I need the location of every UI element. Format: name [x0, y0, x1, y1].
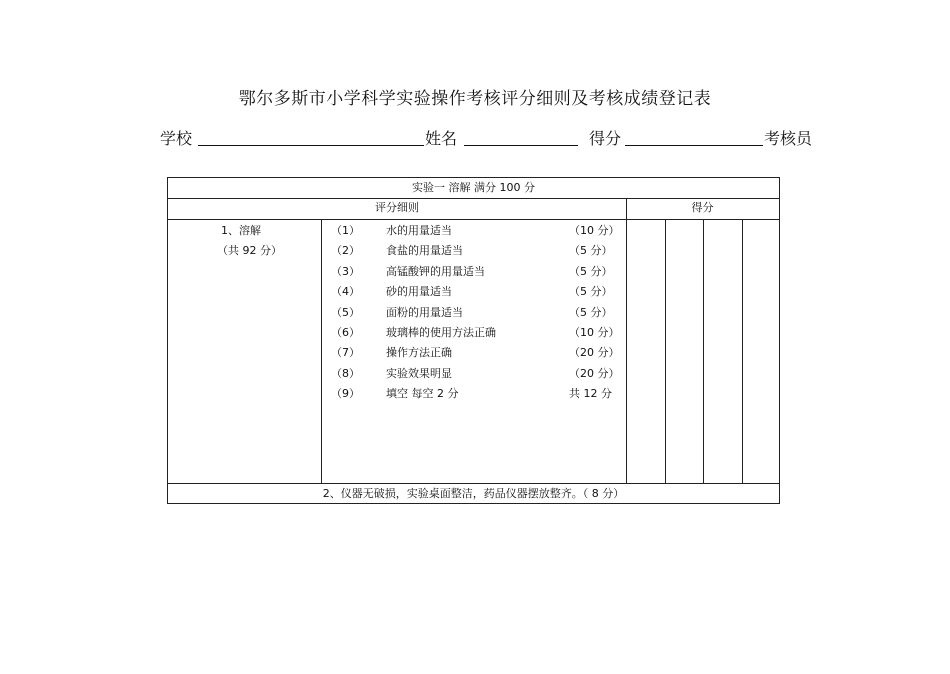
score-cell[interactable]	[743, 220, 779, 483]
name-field[interactable]	[464, 145, 578, 146]
score-header: 得分	[691, 201, 714, 214]
criteria-points: （5 分）	[569, 244, 613, 258]
criteria-number: （3）	[331, 264, 360, 278]
criteria-points: （5 分）	[569, 285, 613, 299]
criteria-number: （2）	[331, 244, 360, 258]
criteria-points: （5 分）	[569, 305, 613, 319]
criteria-number: （6）	[331, 326, 360, 339]
score-cell[interactable]	[704, 220, 742, 483]
criteria-desc: 填空 每空 2 分	[386, 387, 459, 401]
criteria-number: （8）	[331, 366, 360, 380]
criteria-number: （9）	[331, 387, 360, 401]
page-title: 鄂尔多斯市小学科学实验操作考核评分细则及考核成绩登记表	[238, 89, 712, 109]
criteria-desc: 食盐的用量适当	[386, 244, 463, 258]
criteria-desc: 玻璃棒的使用方法正确	[386, 326, 496, 339]
section-title: 1、溶解	[221, 224, 261, 237]
criteria-number: （1）	[331, 224, 360, 237]
criteria-desc: 面粉的用量适当	[386, 305, 463, 319]
criteria-number: （7）	[331, 346, 360, 360]
examiner-label: 考核员	[764, 129, 813, 148]
row-divider	[168, 198, 779, 199]
criteria-desc: 水的用量适当	[386, 224, 452, 237]
criteria-desc: 操作方法正确	[386, 346, 452, 360]
criteria-number: （4）	[331, 285, 360, 299]
criteria-number: （5）	[331, 305, 360, 319]
criteria-points: （10 分）	[569, 326, 620, 339]
scoring-table	[167, 177, 780, 504]
criteria-points: 共 12 分	[569, 387, 612, 401]
section-2-criteria: 2、仪器无破损，实验桌面整洁，药品仪器摆放整齐。（ 8 分）	[322, 487, 625, 500]
score-field[interactable]	[625, 145, 763, 146]
criteria-points: （10 分）	[569, 224, 620, 237]
criteria-desc: 砂的用量适当	[386, 285, 452, 299]
experiment-header: 实验一 溶解 满分 100 分	[412, 181, 535, 194]
criteria-desc: 实验效果明显	[386, 366, 452, 380]
name-label: 姓名	[425, 129, 458, 148]
score-cell[interactable]	[627, 220, 665, 483]
criteria-header: 评分细则	[375, 201, 419, 214]
school-label: 学校	[160, 129, 193, 148]
criteria-points: （20 分）	[569, 346, 620, 360]
section-subtotal: （共 92 分）	[217, 244, 282, 257]
criteria-desc: 高锰酸钾的用量适当	[386, 264, 485, 278]
row-divider	[168, 483, 779, 484]
info-row	[0, 126, 950, 150]
criteria-points: （5 分）	[569, 264, 613, 278]
criteria-points: （20 分）	[569, 366, 620, 380]
score-label: 得分	[589, 129, 622, 148]
school-field[interactable]	[198, 145, 424, 146]
criteria-list	[331, 224, 626, 424]
score-cell[interactable]	[666, 220, 703, 483]
column-divider	[321, 219, 322, 483]
